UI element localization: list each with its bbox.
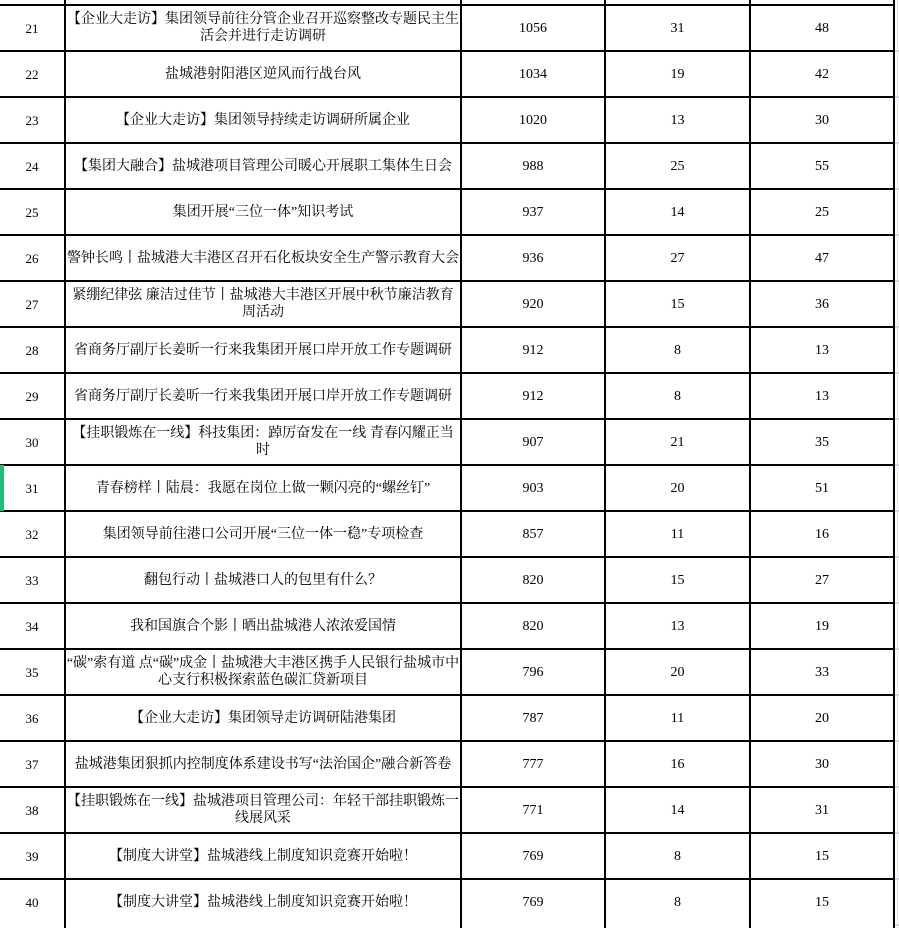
value3-cell[interactable]: 33	[751, 650, 895, 694]
title-cell[interactable]: 【集团大融合】盐城港项目管理公司暖心开展职工集体生日会	[66, 144, 462, 188]
value2-cell[interactable]: 15	[606, 282, 751, 326]
table-row	[0, 144, 895, 190]
row-number-cell[interactable]: 38	[0, 788, 66, 832]
value2-cell[interactable]: 13	[606, 98, 751, 142]
title-cell[interactable]: 省商务厅副厅长姜昕一行来我集团开展口岸开放工作专题调研	[66, 328, 462, 372]
value2-cell[interactable]: 13	[606, 604, 751, 648]
value2-cell[interactable]: 8	[606, 374, 751, 418]
title-cell[interactable]: 【企业大走访】集团领导前往分管企业召开巡察整改专题民主生活会并进行走访调研	[66, 6, 462, 50]
value2-cell[interactable]: 20	[606, 650, 751, 694]
value1-cell[interactable]: 907	[462, 420, 606, 464]
value2-cell[interactable]: 27	[606, 236, 751, 280]
value3-cell[interactable]: 20	[751, 696, 895, 740]
value3-cell[interactable]: 42	[751, 52, 895, 96]
row-number-cell[interactable]: 30	[0, 420, 66, 464]
table-row	[0, 558, 895, 604]
value1-cell[interactable]: 1034	[462, 52, 606, 96]
value2-cell[interactable]: 8	[606, 328, 751, 372]
value1-cell[interactable]: 920	[462, 282, 606, 326]
value1-cell[interactable]: 988	[462, 144, 606, 188]
value1-cell[interactable]: 787	[462, 696, 606, 740]
value1-cell[interactable]: 769	[462, 834, 606, 878]
row-indicator-marker	[0, 465, 4, 511]
table-row	[0, 190, 895, 236]
table-row	[0, 880, 895, 926]
value3-cell[interactable]: 47	[751, 236, 895, 280]
value2-cell[interactable]: 8	[606, 834, 751, 878]
table-row	[0, 98, 895, 144]
value3-cell[interactable]: 16	[751, 512, 895, 556]
value1-cell[interactable]: 912	[462, 328, 606, 372]
value3-cell[interactable]: 13	[751, 374, 895, 418]
value1-cell[interactable]: 769	[462, 880, 606, 924]
value2-cell[interactable]: 31	[606, 6, 751, 50]
title-cell[interactable]: 盐城港集团狠抓内控制度体系建设书写“法治国企”融合新答卷	[66, 742, 462, 786]
value3-cell[interactable]: 25	[751, 190, 895, 234]
value2-cell[interactable]: 14	[606, 788, 751, 832]
title-cell[interactable]: 【制度大讲堂】盐城港线上制度知识竞赛开始啦！	[66, 834, 462, 878]
title-cell[interactable]: 警钟长鸣丨盐城港大丰港区召开石化板块安全生产警示教育大会	[66, 236, 462, 280]
value3-cell[interactable]: 15	[751, 834, 895, 878]
value3-cell[interactable]: 36	[751, 282, 895, 326]
value3-cell[interactable]: 55	[751, 144, 895, 188]
table-row	[0, 742, 895, 788]
table-row	[0, 6, 895, 52]
value1-cell[interactable]: 1020	[462, 98, 606, 142]
table-row	[0, 604, 895, 650]
row-number-cell[interactable]: 35	[0, 650, 66, 694]
value2-cell[interactable]: 14	[606, 190, 751, 234]
table-row	[0, 374, 895, 420]
table-row	[0, 236, 895, 282]
value2-cell[interactable]: 11	[606, 512, 751, 556]
title-cell[interactable]: 【挂职锻炼在一线】盐城港项目管理公司：年轻干部挂职锻炼一线展风采	[66, 788, 462, 832]
gridline	[749, 924, 751, 928]
value3-cell[interactable]: 51	[751, 466, 895, 510]
value1-cell[interactable]: 1056	[462, 6, 606, 50]
value1-cell[interactable]: 796	[462, 650, 606, 694]
title-cell[interactable]: 集团领导前往港口公司开展“三位一体一稳”专项检查	[66, 512, 462, 556]
value1-cell[interactable]: 771	[462, 788, 606, 832]
value2-cell[interactable]: 8	[606, 880, 751, 924]
row-number-cell[interactable]: 31	[0, 466, 66, 510]
title-cell[interactable]: 紧绷纪律弦 廉洁过佳节丨盐城港大丰港区开展中秋节廉洁教育周活动	[66, 282, 462, 326]
value2-cell[interactable]: 21	[606, 420, 751, 464]
title-cell[interactable]: 青春榜样丨陆晨：我愿在岗位上做一颗闪亮的“螺丝钉”	[66, 466, 462, 510]
value2-cell[interactable]: 20	[606, 466, 751, 510]
row-number-cell[interactable]: 21	[0, 6, 66, 50]
table-row	[0, 420, 895, 466]
table-row	[0, 512, 895, 558]
value2-cell[interactable]: 19	[606, 52, 751, 96]
cut-row-below	[0, 924, 895, 928]
row-number-cell[interactable]: 36	[0, 696, 66, 740]
row-number-cell[interactable]: 26	[0, 236, 66, 280]
value3-cell[interactable]: 13	[751, 328, 895, 372]
value3-cell[interactable]: 19	[751, 604, 895, 648]
value2-cell[interactable]: 11	[606, 696, 751, 740]
title-cell[interactable]: 我和国旗合个影丨晒出盐城港人浓浓爱国情	[66, 604, 462, 648]
right-edge-gridline	[897, 0, 898, 928]
gridline	[604, 924, 606, 928]
title-cell[interactable]: “碳”索有道 点“碳”成金丨盐城港大丰港区携手人民银行盐城市中心支行积极探索蓝色碳汇贷新项目	[66, 650, 462, 694]
table-row	[0, 834, 895, 880]
value1-cell[interactable]: 777	[462, 742, 606, 786]
table-row	[0, 282, 895, 328]
row-number-cell[interactable]: 37	[0, 742, 66, 786]
value3-cell[interactable]: 15	[751, 880, 895, 924]
table-row	[0, 466, 895, 512]
title-cell[interactable]: 【挂职锻炼在一线】科技集团：踔厉奋发在一线 青春闪耀正当时	[66, 420, 462, 464]
value1-cell[interactable]: 857	[462, 512, 606, 556]
value3-cell[interactable]: 48	[751, 6, 895, 50]
title-cell[interactable]: 【企业大走访】集团领导走访调研陆港集团	[66, 696, 462, 740]
title-cell[interactable]: 盐城港射阳港区逆风而行战台风	[66, 52, 462, 96]
value1-cell[interactable]: 820	[462, 558, 606, 602]
title-cell[interactable]: 省商务厅副厅长姜昕一行来我集团开展口岸开放工作专题调研	[66, 374, 462, 418]
row-number-cell[interactable]: 27	[0, 282, 66, 326]
value1-cell[interactable]: 903	[462, 466, 606, 510]
row-number-cell[interactable]: 29	[0, 374, 66, 418]
table-row	[0, 328, 895, 374]
gridline	[460, 924, 462, 928]
table-row	[0, 52, 895, 98]
row-number-cell[interactable]: 40	[0, 880, 66, 924]
value2-cell[interactable]: 16	[606, 742, 751, 786]
value2-cell[interactable]: 25	[606, 144, 751, 188]
title-cell[interactable]: 翻包行动丨盐城港口人的包里有什么？	[66, 558, 462, 602]
row-number-cell[interactable]: 22	[0, 52, 66, 96]
row-number-cell[interactable]: 28	[0, 328, 66, 372]
row-number-cell[interactable]: 39	[0, 834, 66, 878]
table-row	[0, 788, 895, 834]
title-cell[interactable]: 【企业大走访】集团领导持续走访调研所属企业	[66, 98, 462, 142]
value2-cell[interactable]: 15	[606, 558, 751, 602]
value3-cell[interactable]: 27	[751, 558, 895, 602]
data-table	[0, 4, 895, 926]
value3-cell[interactable]: 35	[751, 420, 895, 464]
row-number-cell[interactable]: 23	[0, 98, 66, 142]
value1-cell[interactable]: 912	[462, 374, 606, 418]
gridline	[64, 924, 66, 928]
row-number-cell[interactable]: 34	[0, 604, 66, 648]
value1-cell[interactable]: 936	[462, 236, 606, 280]
title-cell[interactable]: 集团开展“三位一体”知识考试	[66, 190, 462, 234]
table-row	[0, 696, 895, 742]
table-row	[0, 650, 895, 696]
value3-cell[interactable]: 30	[751, 98, 895, 142]
row-number-cell[interactable]: 33	[0, 558, 66, 602]
title-cell[interactable]: 【制度大讲堂】盐城港线上制度知识竞赛开始啦！	[66, 880, 462, 924]
row-number-cell[interactable]: 24	[0, 144, 66, 188]
value1-cell[interactable]: 937	[462, 190, 606, 234]
row-number-cell[interactable]: 32	[0, 512, 66, 556]
row-number-cell[interactable]: 25	[0, 190, 66, 234]
value1-cell[interactable]: 820	[462, 604, 606, 648]
value3-cell[interactable]: 31	[751, 788, 895, 832]
value3-cell[interactable]: 30	[751, 742, 895, 786]
